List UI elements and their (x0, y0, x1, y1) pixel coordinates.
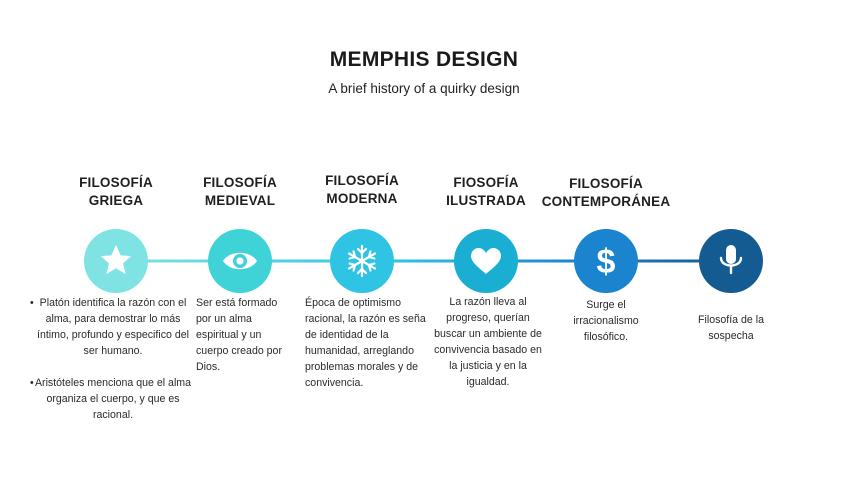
stage-title-griega: FILOSOFÍA GRIEGA (79, 175, 153, 208)
stage-desc-contemporanea: Surge el irracionalismo filosófico. (573, 299, 639, 343)
stage-desc-griega (26, 295, 192, 439)
dollar-icon: $ (596, 243, 616, 281)
stage-desc-moderna: Época de optimismo racional, la razón es seña de identidad de la humanidad, arreglando problemas morales y de convivencia. (305, 297, 426, 389)
list-item: • Aristóteles menciona que el alma organiza el cuerpo, y que es racional. (30, 377, 192, 421)
list-item: • Platón identifica la razón con el alma, para demostrar lo más íntimo, profundo y especifico del ser humano. (30, 297, 189, 357)
stage-desc-medieval: Ser está formado por un alma espiritual y un cuerpo creado por Dios. (196, 297, 282, 373)
stage-title-contemporanea: FILOSOFÍA CONTEMPORÁNEA (541, 176, 671, 209)
page-subtitle: A brief history of a quirky design (328, 81, 520, 96)
stage-title-medieval: FILOSOFÍA MEDIEVAL (203, 175, 277, 208)
page-title: MEMPHIS DESIGN (329, 48, 519, 71)
stage-desc-ilustrada: La razón lleva al progreso, querían buscar un ambiente de convivencia basado en la justicia y en la igualdad. (434, 296, 542, 388)
stage-title-ilustrada: FIOSOFÍA ILUSTRADA (446, 175, 526, 208)
stage-desc-sospecha: Filosofía de la sospecha (698, 314, 764, 342)
stage-title-moderna: FILOSOFÍA MODERNA (325, 173, 399, 206)
